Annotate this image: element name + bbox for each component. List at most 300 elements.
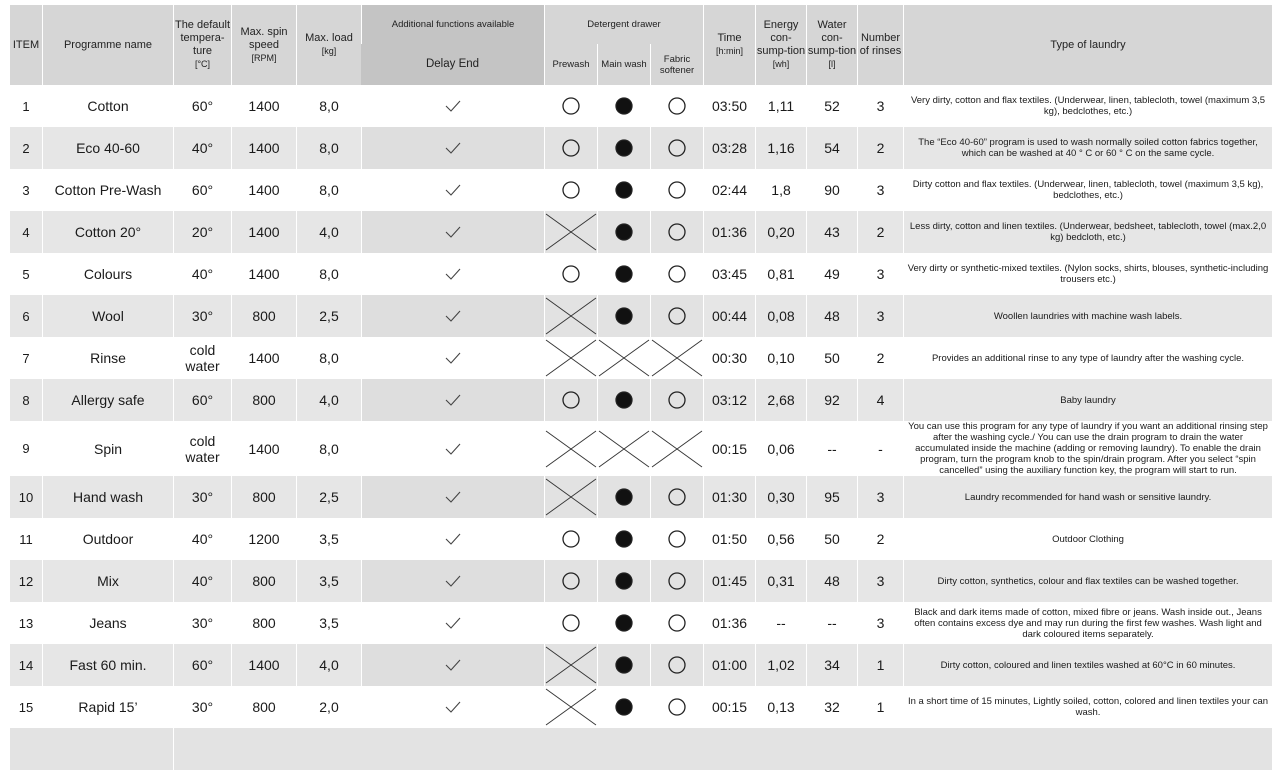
- water: --: [806, 421, 857, 476]
- rinses: 3: [857, 85, 903, 127]
- temperature: 60°: [173, 379, 231, 421]
- header-time: [703, 5, 755, 85]
- rinses: 3: [857, 169, 903, 211]
- header-water-unit: [l]: [828, 59, 836, 69]
- filled-circle-icon: [614, 96, 634, 116]
- programme-name: Cotton 20°: [42, 211, 173, 253]
- delay-end-mark: [361, 337, 544, 379]
- empty-circle-icon: [561, 613, 581, 633]
- water: 95: [806, 476, 857, 518]
- check-icon: [444, 309, 462, 323]
- spin-speed: 1400: [231, 421, 296, 476]
- fabric-softener-mark: [650, 127, 703, 169]
- item-number: 7: [10, 337, 42, 379]
- check-icon: [444, 616, 462, 630]
- check-icon: [444, 532, 462, 546]
- time: 03:50: [703, 85, 755, 127]
- prewash-mark: [544, 686, 597, 728]
- laundry-description: Less dirty, cotton and linen textiles. (Underwear, bedsheet, tablecloth, towel (max.2,0 kg) bedcloth, etc.): [903, 211, 1272, 253]
- programme-name: Outdoor: [42, 518, 173, 560]
- programme-table-container: [10, 5, 1272, 770]
- empty-circle-icon: [561, 180, 581, 200]
- water: 90: [806, 169, 857, 211]
- header-max-load: [296, 5, 361, 85]
- check-icon: [444, 700, 462, 714]
- empty-circle-icon: [667, 264, 687, 284]
- time: 00:15: [703, 686, 755, 728]
- cross-icon: [545, 646, 597, 684]
- main-wash-mark: [597, 169, 650, 211]
- footer-cell-right: [173, 728, 1272, 770]
- item-number: 1: [10, 85, 42, 127]
- fabric-softener-mark: [650, 337, 703, 379]
- filled-circle-icon: [614, 571, 634, 591]
- energy: 0,13: [755, 686, 806, 728]
- programme-name: Mix: [42, 560, 173, 602]
- max-load: 8,0: [296, 253, 361, 295]
- prewash-mark: [544, 127, 597, 169]
- spin-speed: 1400: [231, 211, 296, 253]
- laundry-description: Outdoor Clothing: [903, 518, 1272, 560]
- spin-speed: 1400: [231, 85, 296, 127]
- programme-name: Cotton: [42, 85, 173, 127]
- empty-circle-icon: [667, 180, 687, 200]
- delay-end-mark: [361, 169, 544, 211]
- table-row: [10, 686, 1272, 728]
- prewash-mark: [544, 253, 597, 295]
- header-rinses: Number of rinses: [857, 5, 903, 85]
- max-load: 3,5: [296, 518, 361, 560]
- cross-icon: [598, 430, 650, 468]
- header-additional-functions: Additional functions available: [361, 5, 544, 44]
- delay-end-mark: [361, 560, 544, 602]
- water: 48: [806, 560, 857, 602]
- time: 02:44: [703, 169, 755, 211]
- empty-circle-icon: [561, 264, 581, 284]
- check-icon: [444, 393, 462, 407]
- main-wash-mark: [597, 602, 650, 644]
- water: 50: [806, 518, 857, 560]
- item-number: 13: [10, 602, 42, 644]
- fabric-softener-mark: [650, 379, 703, 421]
- footer-cell-left: [10, 728, 173, 770]
- rinses: 3: [857, 476, 903, 518]
- check-icon: [444, 225, 462, 239]
- time: 01:36: [703, 211, 755, 253]
- filled-circle-icon: [614, 264, 634, 284]
- laundry-description: Laundry recommended for hand wash or sensitive laundry.: [903, 476, 1272, 518]
- table-row: [10, 85, 1272, 127]
- laundry-description: Dirty cotton and flax textiles. (Underwear, linen, tablecloth, towel (maximum 3,5 kg), bedclothes, etc.): [903, 169, 1272, 211]
- main-wash-mark: [597, 85, 650, 127]
- header-prewash: Prewash: [544, 44, 597, 85]
- water: 50: [806, 337, 857, 379]
- prewash-mark: [544, 169, 597, 211]
- spin-speed: 800: [231, 602, 296, 644]
- cross-icon: [651, 339, 703, 377]
- main-wash-mark: [597, 295, 650, 337]
- water: 43: [806, 211, 857, 253]
- water: 92: [806, 379, 857, 421]
- max-load: 3,5: [296, 602, 361, 644]
- laundry-description: Provides an additional rinse to any type of laundry after the washing cycle.: [903, 337, 1272, 379]
- check-icon: [444, 490, 462, 504]
- time: 03:12: [703, 379, 755, 421]
- fabric-softener-mark: [650, 85, 703, 127]
- prewash-mark: [544, 476, 597, 518]
- time: 00:15: [703, 421, 755, 476]
- laundry-description: Dirty cotton, coloured and linen textiles washed at 60°C in 60 minutes.: [903, 644, 1272, 686]
- table-row: [10, 602, 1272, 644]
- temperature: 40°: [173, 253, 231, 295]
- energy: 1,16: [755, 127, 806, 169]
- energy: 0,08: [755, 295, 806, 337]
- programme-name: Wool: [42, 295, 173, 337]
- programme-name: Cotton Pre-Wash: [42, 169, 173, 211]
- empty-circle-icon: [667, 96, 687, 116]
- empty-circle-icon: [667, 655, 687, 675]
- main-wash-mark: [597, 253, 650, 295]
- water: 34: [806, 644, 857, 686]
- programme-name: Eco 40-60: [42, 127, 173, 169]
- empty-circle-icon: [667, 306, 687, 326]
- empty-circle-icon: [667, 529, 687, 549]
- fabric-softener-mark: [650, 169, 703, 211]
- rinses: 2: [857, 337, 903, 379]
- time: 03:28: [703, 127, 755, 169]
- fabric-softener-mark: [650, 211, 703, 253]
- laundry-description: In a short time of 15 minutes, Lightly soiled, cotton, colored and linen textiles your can wash.: [903, 686, 1272, 728]
- temperature: cold water: [173, 337, 231, 379]
- programme-table: [10, 5, 1272, 770]
- fabric-softener-mark: [650, 253, 703, 295]
- temperature: 40°: [173, 127, 231, 169]
- cross-icon: [651, 430, 703, 468]
- main-wash-mark: [597, 421, 650, 476]
- delay-end-mark: [361, 127, 544, 169]
- check-icon: [444, 183, 462, 197]
- prewash-mark: [544, 560, 597, 602]
- energy: 0,81: [755, 253, 806, 295]
- spin-speed: 1400: [231, 253, 296, 295]
- programme-name: Spin: [42, 421, 173, 476]
- laundry-description: Very dirty or synthetic-mixed textiles. (Nylon socks, shirts, blouses, synthetic-including trousers etc.): [903, 253, 1272, 295]
- header-programme-name: Programme name: [42, 5, 173, 85]
- header-fabric-softener: Fabric softener: [650, 44, 703, 85]
- header-time-unit: [h:min]: [716, 46, 744, 56]
- energy: --: [755, 602, 806, 644]
- energy: 0,06: [755, 421, 806, 476]
- filled-circle-icon: [614, 306, 634, 326]
- temperature: 20°: [173, 211, 231, 253]
- filled-circle-icon: [614, 529, 634, 549]
- header-time-label: Time: [717, 32, 742, 44]
- header-energy-label: Energy con-sump-tion: [756, 19, 806, 57]
- header-load-unit: [kg]: [321, 46, 337, 56]
- laundry-description: Very dirty, cotton and flax textiles. (Underwear, linen, tablecloth, towel (maximum 3,5 kg), bedclothes, etc.): [903, 85, 1272, 127]
- max-load: 8,0: [296, 127, 361, 169]
- header-spin-label: Max. spin speed: [240, 25, 288, 51]
- item-number: 14: [10, 644, 42, 686]
- energy: 0,31: [755, 560, 806, 602]
- max-load: 3,5: [296, 560, 361, 602]
- fabric-softener-mark: [650, 644, 703, 686]
- filled-circle-icon: [614, 487, 634, 507]
- temperature: cold water: [173, 421, 231, 476]
- max-load: 8,0: [296, 421, 361, 476]
- item-number: 8: [10, 379, 42, 421]
- item-number: 3: [10, 169, 42, 211]
- delay-end-mark: [361, 421, 544, 476]
- max-load: 8,0: [296, 337, 361, 379]
- cross-icon: [545, 688, 597, 726]
- filled-circle-icon: [614, 697, 634, 717]
- temperature: 30°: [173, 295, 231, 337]
- temperature: 30°: [173, 602, 231, 644]
- time: 01:00: [703, 644, 755, 686]
- spin-speed: 1400: [231, 127, 296, 169]
- fabric-softener-mark: [650, 421, 703, 476]
- rinses: 2: [857, 127, 903, 169]
- energy: 2,68: [755, 379, 806, 421]
- delay-end-mark: [361, 518, 544, 560]
- header-temperature-label: The default tempera-ture: [174, 19, 231, 57]
- empty-circle-icon: [667, 222, 687, 242]
- prewash-mark: [544, 337, 597, 379]
- empty-circle-icon: [667, 390, 687, 410]
- temperature: 60°: [173, 85, 231, 127]
- delay-end-mark: [361, 85, 544, 127]
- delay-end-mark: [361, 644, 544, 686]
- rinses: 3: [857, 295, 903, 337]
- programme-name: Rinse: [42, 337, 173, 379]
- delay-end-mark: [361, 211, 544, 253]
- prewash-mark: [544, 602, 597, 644]
- item-number: 5: [10, 253, 42, 295]
- empty-circle-icon: [667, 697, 687, 717]
- energy: 0,20: [755, 211, 806, 253]
- filled-circle-icon: [614, 180, 634, 200]
- water: 49: [806, 253, 857, 295]
- time: 03:45: [703, 253, 755, 295]
- item-number: 6: [10, 295, 42, 337]
- prewash-mark: [544, 421, 597, 476]
- filled-circle-icon: [614, 655, 634, 675]
- empty-circle-icon: [561, 138, 581, 158]
- max-load: 2,0: [296, 686, 361, 728]
- fabric-softener-mark: [650, 476, 703, 518]
- delay-end-mark: [361, 379, 544, 421]
- prewash-mark: [544, 85, 597, 127]
- item-number: 15: [10, 686, 42, 728]
- programme-name: Colours: [42, 253, 173, 295]
- spin-speed: 800: [231, 379, 296, 421]
- empty-circle-icon: [667, 487, 687, 507]
- main-wash-mark: [597, 127, 650, 169]
- empty-circle-icon: [667, 571, 687, 591]
- temperature: 60°: [173, 169, 231, 211]
- filled-circle-icon: [614, 613, 634, 633]
- cross-icon: [545, 297, 597, 335]
- delay-end-mark: [361, 295, 544, 337]
- spin-speed: 800: [231, 295, 296, 337]
- table-row: [10, 169, 1272, 211]
- main-wash-mark: [597, 379, 650, 421]
- header-water: [806, 5, 857, 85]
- item-number: 11: [10, 518, 42, 560]
- cross-icon: [598, 339, 650, 377]
- header-spin-speed: [231, 5, 296, 85]
- energy: 1,02: [755, 644, 806, 686]
- rinses: 3: [857, 602, 903, 644]
- filled-circle-icon: [614, 138, 634, 158]
- cross-icon: [545, 213, 597, 251]
- empty-circle-icon: [667, 138, 687, 158]
- spin-speed: 800: [231, 560, 296, 602]
- header-temperature-unit: [°C]: [194, 59, 211, 69]
- check-icon: [444, 99, 462, 113]
- temperature: 30°: [173, 686, 231, 728]
- water: 52: [806, 85, 857, 127]
- time: 00:30: [703, 337, 755, 379]
- check-icon: [444, 141, 462, 155]
- check-icon: [444, 442, 462, 456]
- rinses: -: [857, 421, 903, 476]
- spin-speed: 800: [231, 476, 296, 518]
- fabric-softener-mark: [650, 686, 703, 728]
- water: 54: [806, 127, 857, 169]
- cross-icon: [545, 339, 597, 377]
- programme-name: Fast 60 min.: [42, 644, 173, 686]
- time: 01:45: [703, 560, 755, 602]
- item-number: 9: [10, 421, 42, 476]
- empty-circle-icon: [667, 613, 687, 633]
- header-main-wash: Main wash: [597, 44, 650, 85]
- item-number: 4: [10, 211, 42, 253]
- table-row: [10, 253, 1272, 295]
- time: 01:30: [703, 476, 755, 518]
- rinses: 1: [857, 686, 903, 728]
- check-icon: [444, 658, 462, 672]
- time: 00:44: [703, 295, 755, 337]
- rinses: 3: [857, 253, 903, 295]
- delay-end-mark: [361, 686, 544, 728]
- programme-name: Rapid 15’: [42, 686, 173, 728]
- header-type-of-laundry: Type of laundry: [903, 5, 1272, 85]
- spin-speed: 800: [231, 686, 296, 728]
- temperature: 60°: [173, 644, 231, 686]
- table-row: [10, 295, 1272, 337]
- prewash-mark: [544, 295, 597, 337]
- laundry-description: The “Eco 40-60” program is used to wash normally soiled cotton fabrics together, which can be washed at 40 ° C or 60 ° C on the same cycle.: [903, 127, 1272, 169]
- max-load: 8,0: [296, 85, 361, 127]
- max-load: 8,0: [296, 169, 361, 211]
- header-energy: [755, 5, 806, 85]
- table-row: [10, 644, 1272, 686]
- delay-end-mark: [361, 476, 544, 518]
- main-wash-mark: [597, 518, 650, 560]
- prewash-mark: [544, 379, 597, 421]
- empty-circle-icon: [561, 390, 581, 410]
- spin-speed: 1200: [231, 518, 296, 560]
- fabric-softener-mark: [650, 295, 703, 337]
- energy: 0,10: [755, 337, 806, 379]
- table-row: [10, 127, 1272, 169]
- programme-name: Jeans: [42, 602, 173, 644]
- time: 01:36: [703, 602, 755, 644]
- rinses: 2: [857, 518, 903, 560]
- delay-end-mark: [361, 253, 544, 295]
- energy: 1,8: [755, 169, 806, 211]
- rinses: 4: [857, 379, 903, 421]
- item-number: 10: [10, 476, 42, 518]
- max-load: 4,0: [296, 211, 361, 253]
- energy: 0,30: [755, 476, 806, 518]
- header-item: ITEM: [10, 5, 42, 85]
- spin-speed: 1400: [231, 337, 296, 379]
- temperature: 40°: [173, 518, 231, 560]
- water: 32: [806, 686, 857, 728]
- rinses: 3: [857, 560, 903, 602]
- item-number: 2: [10, 127, 42, 169]
- prewash-mark: [544, 518, 597, 560]
- header-energy-unit: [wh]: [772, 59, 790, 69]
- max-load: 2,5: [296, 476, 361, 518]
- table-row: [10, 560, 1272, 602]
- header-detergent-drawer: Detergent drawer: [544, 5, 703, 44]
- cross-icon: [545, 478, 597, 516]
- fabric-softener-mark: [650, 560, 703, 602]
- temperature: 30°: [173, 476, 231, 518]
- header-load-label: Max. load: [305, 32, 353, 44]
- prewash-mark: [544, 644, 597, 686]
- energy: 0,56: [755, 518, 806, 560]
- table-row: [10, 211, 1272, 253]
- main-wash-mark: [597, 211, 650, 253]
- fabric-softener-mark: [650, 518, 703, 560]
- spin-speed: 1400: [231, 644, 296, 686]
- empty-circle-icon: [561, 571, 581, 591]
- spin-speed: 1400: [231, 169, 296, 211]
- empty-circle-icon: [561, 96, 581, 116]
- footer-row: [10, 728, 1272, 770]
- laundry-description: You can use this program for any type of laundry if you want an additional rinsing step after the washing cycle./ You can use the drain program to drain the water accumulated inside the machine (adding or removing laundry). To enable the drain program, turn the program knob to the spin/drain program. After you select “spin cancelled” using the auxiliary function key, the program will start to run.: [903, 421, 1272, 476]
- filled-circle-icon: [614, 390, 634, 410]
- cross-icon: [545, 430, 597, 468]
- time: 01:50: [703, 518, 755, 560]
- water: --: [806, 602, 857, 644]
- laundry-description: Woollen laundries with machine wash labels.: [903, 295, 1272, 337]
- delay-end-mark: [361, 602, 544, 644]
- programme-rows: [10, 85, 1272, 728]
- header-delay-end: Delay End: [361, 44, 544, 85]
- empty-circle-icon: [561, 529, 581, 549]
- max-load: 2,5: [296, 295, 361, 337]
- check-icon: [444, 267, 462, 281]
- programme-name: Allergy safe: [42, 379, 173, 421]
- temperature: 40°: [173, 560, 231, 602]
- table-row: [10, 337, 1272, 379]
- rinses: 2: [857, 211, 903, 253]
- filled-circle-icon: [614, 222, 634, 242]
- header-spin-unit: [RPM]: [251, 52, 277, 63]
- main-wash-mark: [597, 476, 650, 518]
- main-wash-mark: [597, 644, 650, 686]
- table-row: [10, 476, 1272, 518]
- header-temperature: [173, 5, 231, 85]
- item-number: 12: [10, 560, 42, 602]
- check-icon: [444, 351, 462, 365]
